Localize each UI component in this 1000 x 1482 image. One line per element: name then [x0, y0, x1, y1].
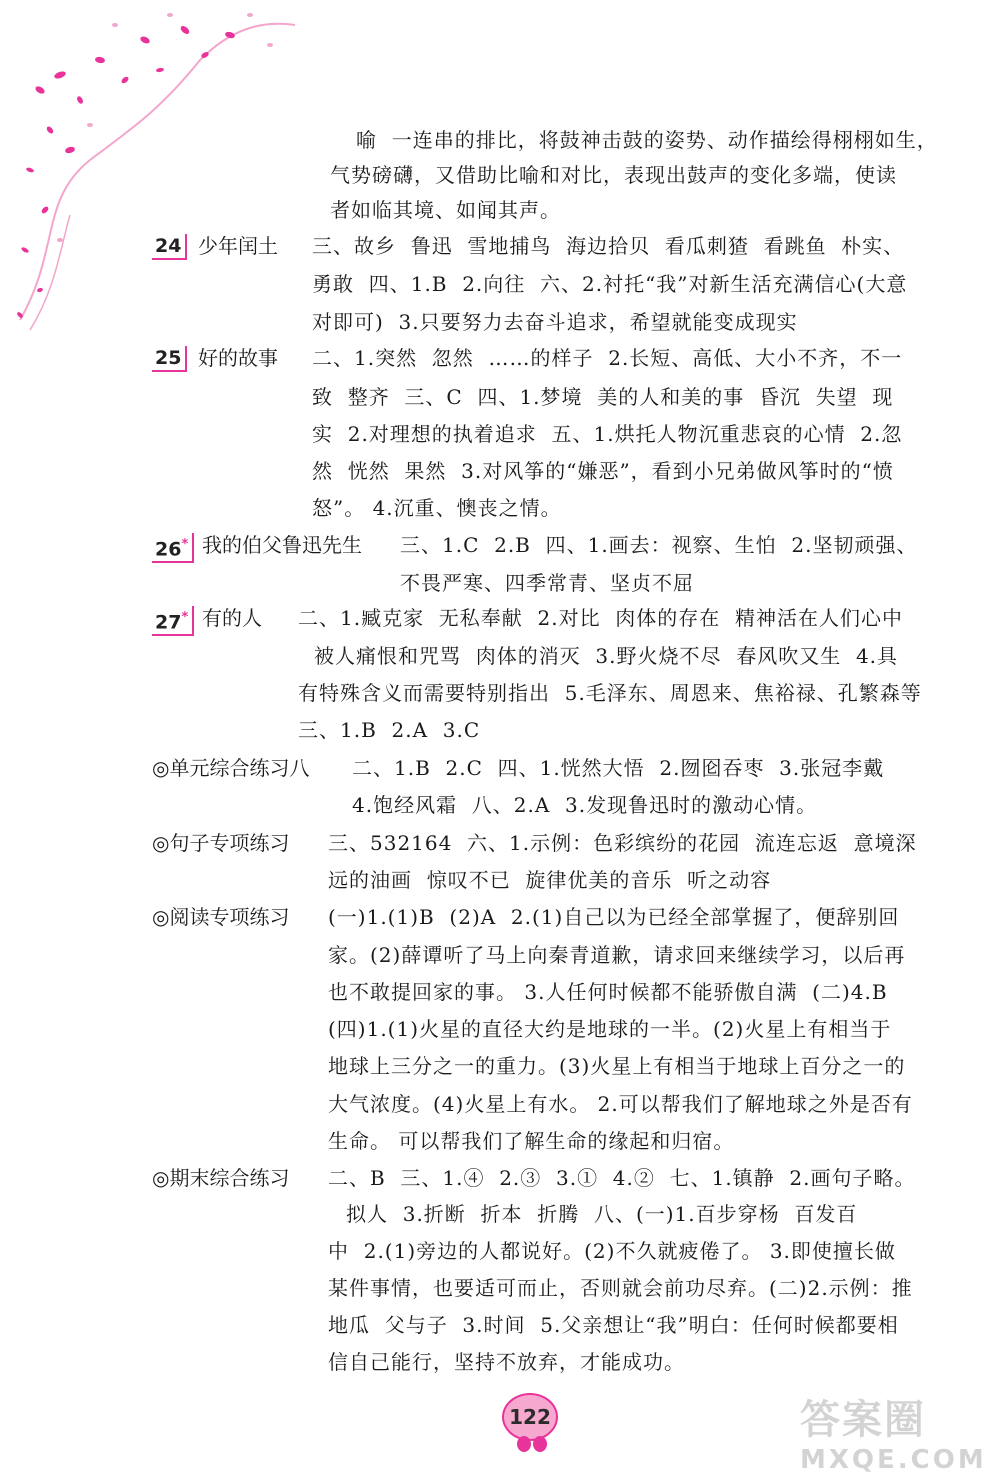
- text-line: 二、B 三、1.④ 2.③ 3.① 4.② 七、1.镇静 2.画句子略。: [328, 1166, 916, 1190]
- text-line: 家。(2)薛谭听了马上向秦青道歉，请求回来继续学习，以后再: [328, 943, 906, 967]
- text-line: 然 恍然 果然 3.对风筝的“嫌恶”，看到小兄弟做风筝时的“愤: [312, 459, 894, 483]
- text-line: 有特殊含义而需要特别指出 5.毛泽东、周恩来、焦裕禄、孔繁森等: [298, 681, 922, 705]
- exercise-title: ◎单元综合练习八: [152, 756, 310, 780]
- text-line: 二、1.臧克家 无私奉献 2.对比 肉体的存在 精神活在人们心中: [298, 606, 904, 630]
- lesson-number: [152, 606, 194, 636]
- lesson-title: 我的伯父鲁迅先生: [202, 533, 362, 557]
- badge-feet-icon: [512, 1432, 552, 1454]
- text-line: 勇敢 四、1.B 2.向往 六、2.衬托“我”对新生活充满信心(大意: [312, 272, 908, 296]
- text-line: 也不敢提回家的事。 3.人任何时候都不能骄傲自满 (二)4.B: [328, 980, 888, 1004]
- optional-star: *: [181, 610, 189, 625]
- lesson-number: [152, 346, 187, 372]
- text-line: 4.饱经风霜 八、2.A 3.发现鲁迅时的激动心情。: [352, 793, 818, 817]
- text-line: 中 2.(1)旁边的人都说好。(2)不久就疲倦了。 3.即使擅长做: [328, 1239, 896, 1263]
- exercise-title: ◎期末综合练习: [152, 1166, 290, 1190]
- text-line: 实 2.对理想的执着追求 五、1.烘托人物沉重悲哀的心情 2.忽: [312, 422, 903, 446]
- text-line: 二、1.突然 忽然 ……的样子 2.长短、高低、大小不齐，不一: [312, 346, 903, 370]
- exercise-title: ◎句子专项练习: [152, 831, 290, 855]
- text-line: 对即可) 3.只要努力去奋斗追求，希望就能变成现实: [312, 310, 798, 334]
- text-line: 远的油画 惊叹不已 旋律优美的音乐 听之动容: [328, 868, 772, 892]
- text-line: 喻 一连串的排比，将鼓神击鼓的姿势、动作描绘得栩栩如生，: [356, 128, 938, 152]
- lesson-title: 少年闰土: [198, 234, 278, 258]
- lesson-number-text: 27: [155, 611, 182, 634]
- watermark: [800, 1388, 992, 1476]
- watermark-title: 答案圈: [800, 1397, 926, 1443]
- exercise-title: ◎阅读专项练习: [152, 905, 290, 929]
- optional-star: *: [181, 537, 189, 552]
- text-line: 三、1.B 2.A 3.C: [298, 718, 481, 742]
- text-line: 者如临其境、如闻其声。: [330, 198, 561, 222]
- text-line: 拟人 3.折断 折本 折腾 八、(一)1.百步穿杨 百发百: [346, 1202, 858, 1226]
- text-line: 三、故乡 鲁迅 雪地捕鸟 海边拾贝 看瓜刺猹 看跳鱼 朴实、: [312, 234, 905, 258]
- text-line: 三、1.C 2.B 四、1.画去：视察、生怕 2.坚韧顽强、: [400, 533, 918, 557]
- text-line: 某件事情，也要适可而止，否则就会前功尽弃。(二)2.示例：推: [328, 1276, 913, 1300]
- text-line: 致 整齐 三、C 四、1.梦境 美的人和美的事 昏沉 失望 现: [312, 385, 894, 409]
- text-line: 怒”。 4.沉重、懊丧之情。: [312, 496, 562, 520]
- page-number: 122: [509, 1405, 551, 1429]
- text-line: 被人痛恨和咒骂 肉体的消灭 3.野火烧不尽 春风吹又生 4.具: [314, 644, 899, 668]
- text-line: 信自己能行，坚持不放弃，才能成功。: [328, 1350, 685, 1374]
- watermark-url: MXQE.COM: [800, 1445, 987, 1475]
- text-line: (四)1.(1)火星的直径大约是地球的一半。(2)火星上有相当于: [328, 1017, 892, 1041]
- text-line: 不畏严寒、四季常青、坚贞不屈: [400, 571, 694, 595]
- lesson-number-text: 24: [155, 235, 182, 257]
- lesson-number-text: 26: [155, 538, 182, 561]
- lesson-number: [152, 234, 187, 260]
- lesson-number: [152, 533, 194, 563]
- text-line: 气势磅礴，又借助比喻和对比，表现出鼓声的变化多端，使读: [330, 163, 897, 187]
- text-line: 地球上三分之一的重力。(3)火星上有相当于地球上百分之一的: [328, 1054, 906, 1078]
- text-line: 生命。 可以帮我们了解生命的缘起和归宿。: [328, 1129, 735, 1153]
- text-line: 大气浓度。(4)火星上有水。 2.可以帮我们了解地球之外是否有: [328, 1092, 913, 1116]
- text-line: 三、532164 六、1.示例：色彩缤纷的花园 流连忘返 意境深: [328, 831, 917, 855]
- lesson-number-text: 25: [155, 347, 182, 369]
- lesson-title: 好的故事: [198, 346, 278, 370]
- text-line: 地瓜 父与子 3.时间 5.父亲想让“我”明白：任何时候都要相: [328, 1313, 899, 1337]
- text-line: 二、1.B 2.C 四、1.恍然大悟 2.囫囵吞枣 3.张冠李戴: [352, 756, 885, 780]
- text-line: (一)1.(1)B (2)A 2.(1)自己以为已经全部掌握了，便辞别回: [328, 905, 900, 929]
- lesson-title: 有的人: [202, 606, 262, 630]
